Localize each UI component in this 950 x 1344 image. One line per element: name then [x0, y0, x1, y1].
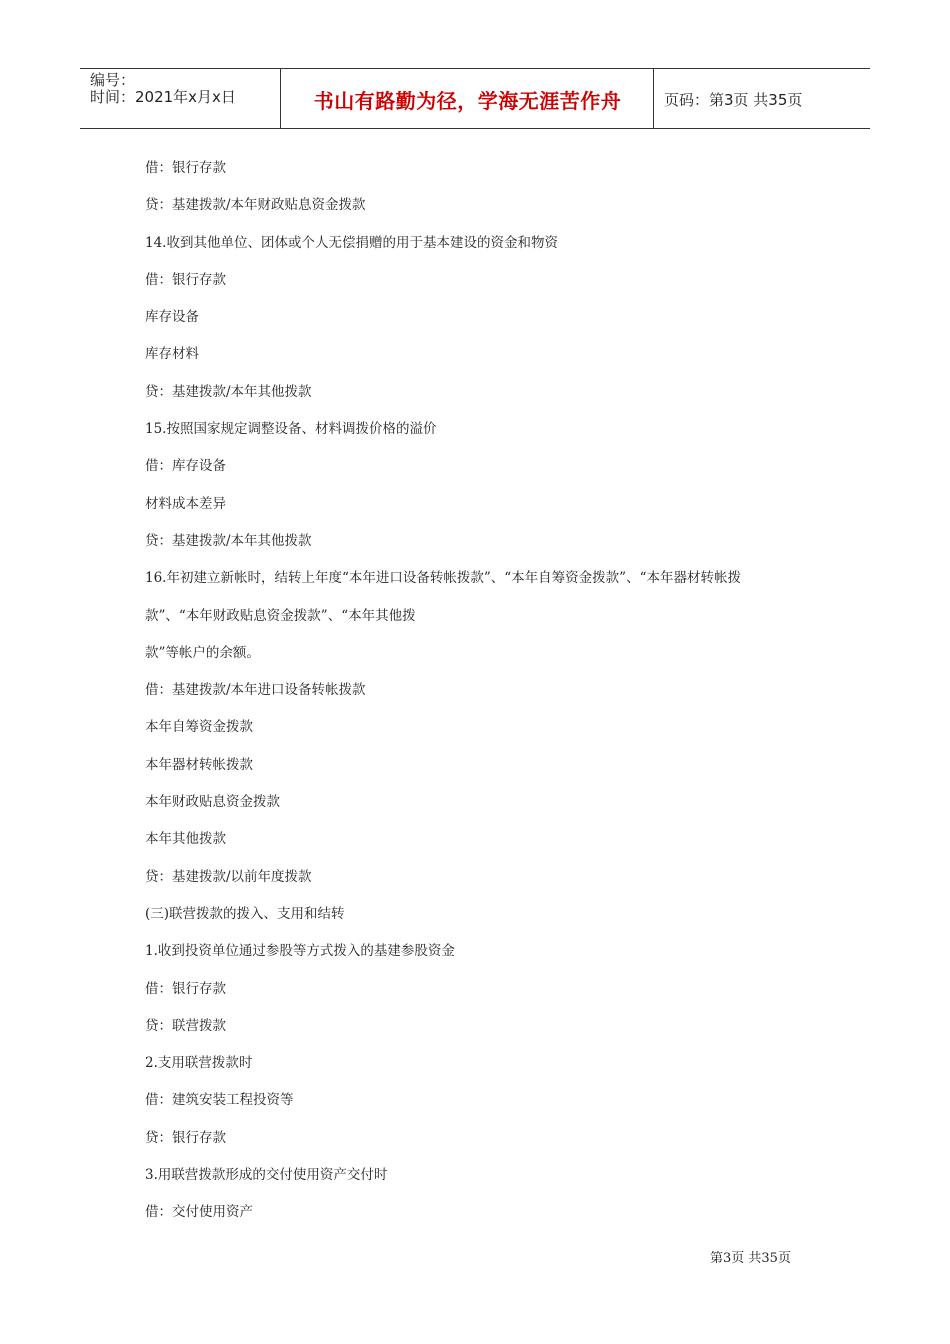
text-line: 贷：基建拨款/本年财政贴息资金拨款	[145, 197, 366, 214]
text-line: 本年财政贴息资金拨款	[145, 794, 280, 811]
header-motto-cell	[281, 69, 654, 128]
text-line: 贷：基建拨款/以前年度拨款	[145, 868, 312, 885]
text-line: 款”等帐户的余额。	[145, 644, 260, 661]
text-line: 借：银行存款	[145, 271, 226, 288]
text-line: 本年自筹资金拨款	[145, 719, 253, 736]
text-line: 贷：联营拨款	[145, 1017, 226, 1034]
text-line: 贷：基建拨款/本年其他拨款	[145, 532, 312, 549]
text-line: 贷：基建拨款/本年其他拨款	[145, 383, 312, 400]
header-page-cell	[654, 69, 870, 128]
footer-page-number: 第3页 共35页	[710, 1251, 791, 1266]
text-line: 2.支用联营拨款时	[145, 1055, 253, 1072]
text-line: 本年其他拨款	[145, 831, 226, 848]
text-line: 借：银行存款	[145, 980, 226, 997]
document-number-label: 编号：	[90, 71, 136, 89]
text-line: 借：库存设备	[145, 458, 226, 475]
text-line: 借：交付使用资产	[145, 1204, 253, 1221]
text-line: 材料成本差异	[145, 495, 226, 512]
page-header	[80, 68, 870, 129]
text-line: 15.按照国家规定调整设备、材料调拨价格的溢价	[145, 421, 437, 438]
text-line: 借：银行存款	[145, 160, 226, 176]
text-line: 14.收到其他单位、团体或个人无偿捐赠的用于基本建设的资金和物资	[145, 234, 558, 251]
text-line: 贷：银行存款	[145, 1129, 226, 1146]
text-line: 库存设备	[145, 309, 199, 326]
text-line: 借：基建拨款/本年进口设备转帐拨款	[145, 682, 366, 699]
text-line: 1.收到投资单位通过参股等方式拨入的基建参股资金	[145, 943, 455, 960]
text-line: 借：建筑安装工程投资等	[145, 1092, 294, 1109]
document-body	[145, 150, 825, 1232]
text-line: 本年器材转帐拨款	[145, 756, 253, 773]
document-time-label: 时间：2021年x月x日	[90, 88, 236, 106]
text-line: 库存材料	[145, 346, 199, 363]
text-line: 3.用联营拨款形成的交付使用资产交付时	[145, 1167, 388, 1184]
header-info-cell	[80, 69, 281, 128]
text-line: (三)联营拨款的拨入、支用和结转	[145, 905, 345, 922]
header-motto: 书山有路勤为径，学海无涯苦作舟	[313, 89, 622, 113]
text-line: 16.年初建立新帐时，结转上年度“本年进口设备转帐拨款”、“本年自筹资金拨款”、“本年器材转帐拨	[145, 570, 741, 587]
header-page-number: 页码：第3页 共35页	[664, 91, 803, 109]
text-line: 款”、“本年财政贴息资金拨款”、“本年其他拨	[145, 607, 416, 624]
